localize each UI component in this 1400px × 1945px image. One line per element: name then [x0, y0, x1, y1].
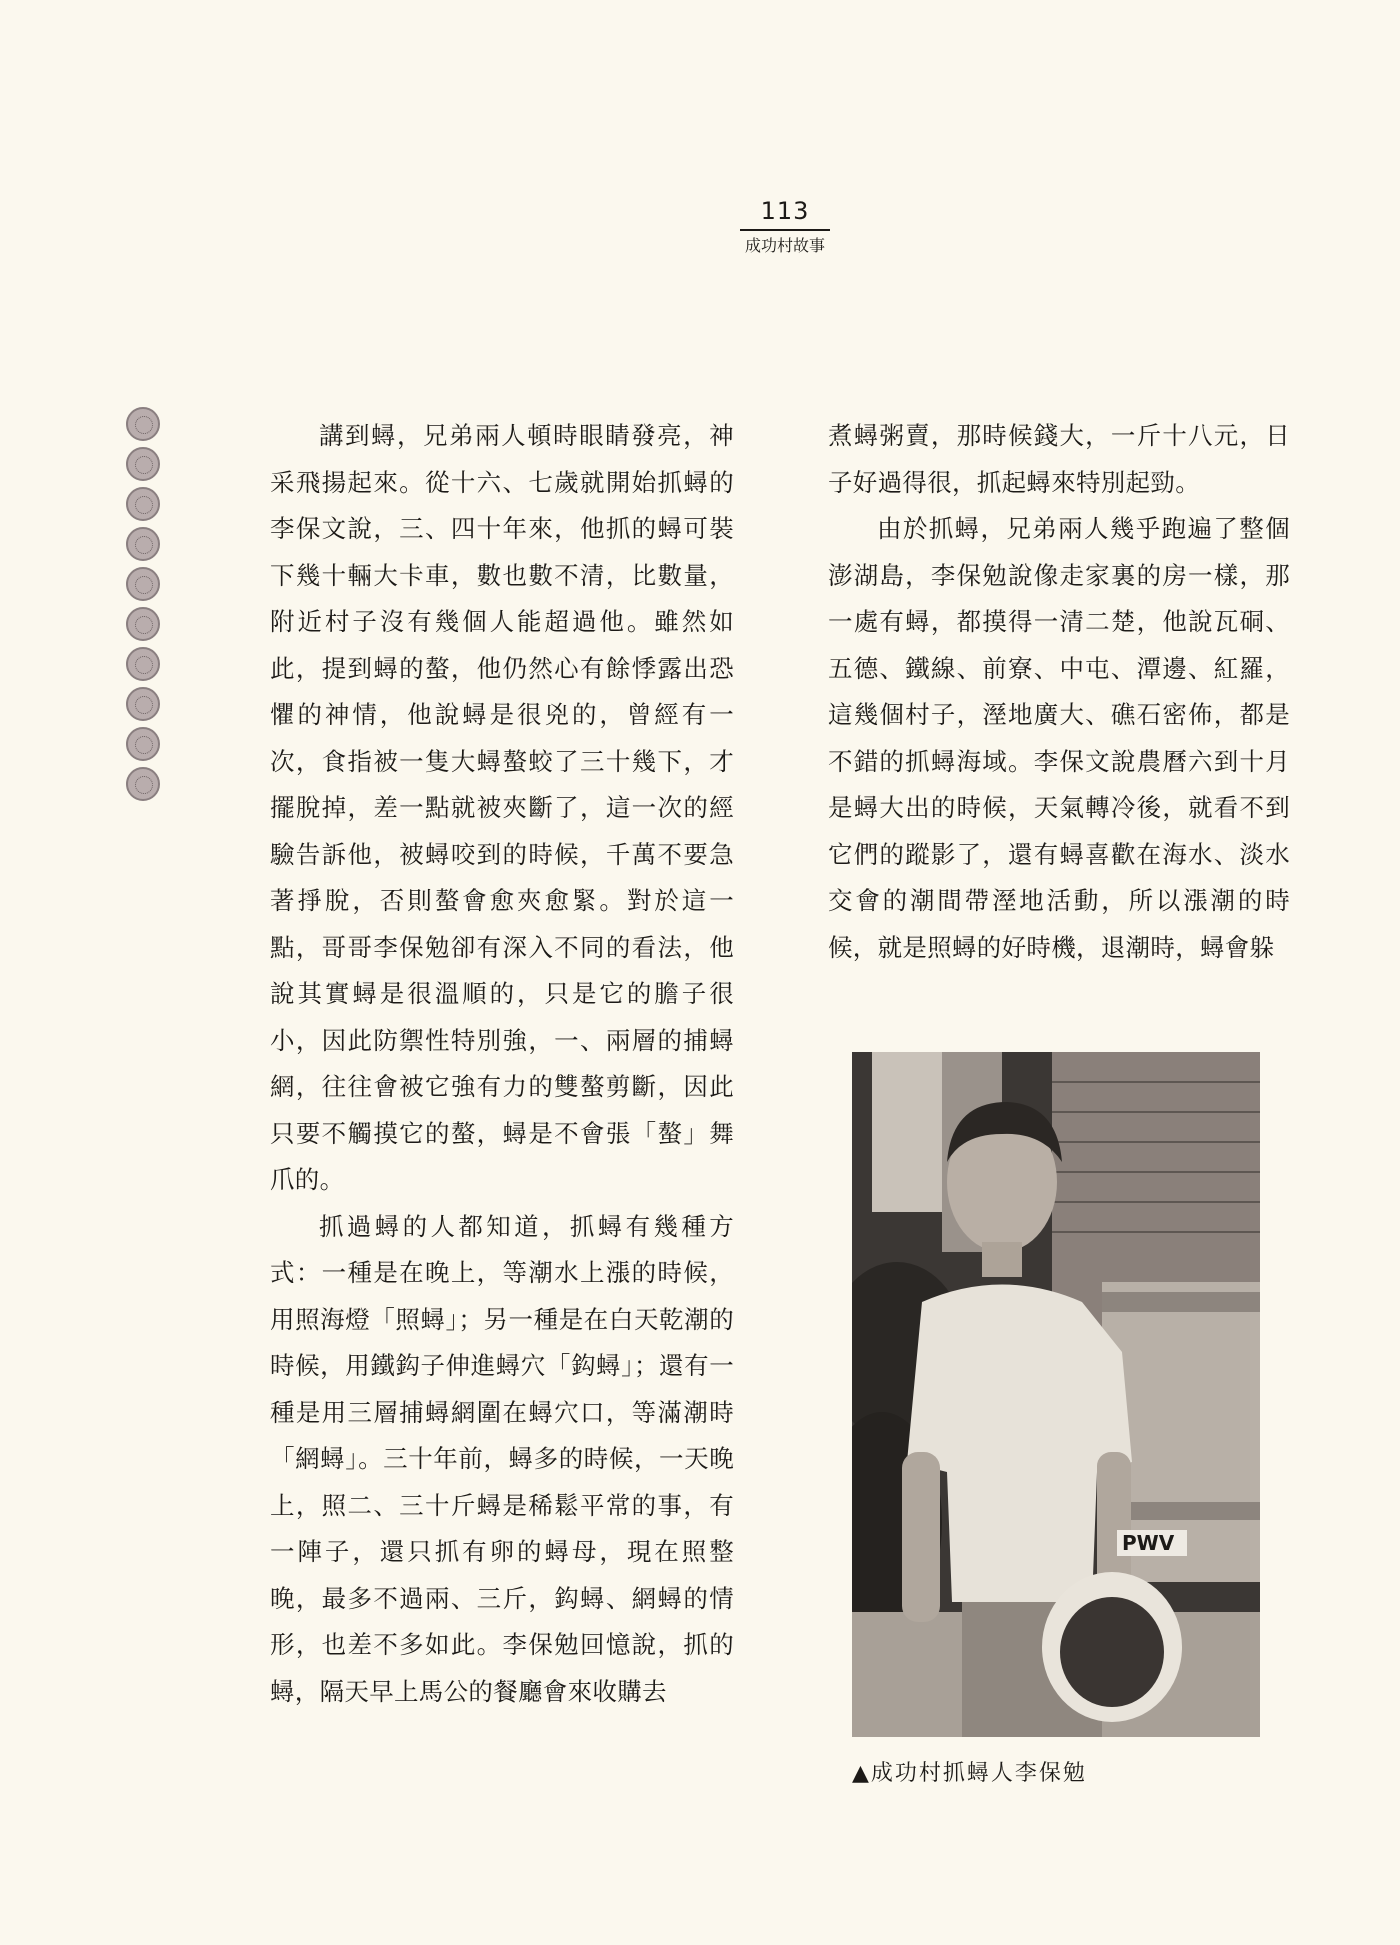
seal-ornament-icon	[126, 767, 160, 801]
seal-ornament-icon	[126, 447, 160, 481]
page-number: 113	[760, 197, 810, 225]
page-header	[740, 196, 830, 256]
seal-ornament-icon	[126, 727, 160, 761]
license-plate-text: PWV	[1122, 1531, 1175, 1555]
header-rule	[740, 229, 830, 231]
seal-ornament-icon	[126, 567, 160, 601]
paragraph: 由於抓蟳，兄弟兩人幾乎跑遍了整個澎湖島，李保勉說像走家裏的房一樣，那一處有蟳，都摸得一清二楚，他說瓦硐、五德、鐵線、前寮、中屯、潭邊、紅羅，這幾個村子，溼地廣大、礁石密佈，都是不錯的抓蟳海域。李保文說農曆六到十月是蟳大出的時候，天氣轉冷後，就看不到它們的蹤影了，還有蟳喜歡在海水、淡水交會的潮間帶溼地活動，所以漲潮的時候，就是照蟳的好時機，退潮時，蟳會躲	[828, 514, 1290, 962]
photo-caption: ▲成功村抓蟳人李保勉	[852, 1761, 1087, 1786]
text-column-left	[270, 413, 734, 1715]
seal-ornament-icon	[126, 487, 160, 521]
portrait-photo	[852, 1052, 1260, 1737]
seal-ornament-icon	[126, 527, 160, 561]
paragraph-continued: 煮蟳粥賣，那時候錢大，一斤十八元，日子好過得很，抓起蟳來特別起勁。	[828, 421, 1290, 497]
paragraph: 抓過蟳的人都知道，抓蟳有幾種方式：一種是在晚上，等潮水上漲的時候，用照海燈「照蟳」；另一種是在白天乾潮的時候，用鐵鈎子伸進蟳穴「鈎蟳」；還有一種是用三層捕蟳網圍在蟳穴口，等滿潮時「網蟳」。三十年前，蟳多的時候，一天晚上，照二、三十斤蟳是稀鬆平常的事，有一陣子，還只抓有卵的蟳母，現在照整晚，最多不過兩、三斤，鈎蟳、網蟳的情形，也差不多如此。李保勉回憶說，抓的蟳，隔天早上馬公的餐廳會來收購去	[270, 1211, 734, 1706]
seal-ornament-icon	[126, 407, 160, 441]
book-title: 成功村故事	[744, 236, 825, 255]
text-column-right	[828, 413, 1290, 971]
seal-ornament-column	[126, 407, 162, 807]
paragraph: 講到蟳，兄弟兩人頓時眼睛發亮，神采飛揚起來。從十六、七歲就開始抓蟳的李保文說，三、四十年來，他抓的蟳可裝下幾十輛大卡車，數也數不清，比數量，附近村子沒有幾個人能超過他。雖然如此，提到蟳的螯，他仍然心有餘悸露出恐懼的神情，他說蟳是很兇的，曾經有一次，食指被一隻大蟳螯蛟了三十幾下，才擺脫掉，差一點就被夾斷了，這一次的經驗告訴他，被蟳咬到的時候，千萬不要急著掙脫，否則螯會愈夾愈緊。對於這一點，哥哥李保勉卻有深入不同的看法，他說其實蟳是很溫順的，只是它的膽子很小，因此防禦性特別強，一、兩層的捕蟳網，往往會被它強有力的雙螯剪斷，因此只要不觸摸它的螯，蟳是不會張「螯」舞爪的。	[270, 421, 734, 1194]
seal-ornament-icon	[126, 647, 160, 681]
seal-ornament-icon	[126, 607, 160, 641]
seal-ornament-icon	[126, 687, 160, 721]
